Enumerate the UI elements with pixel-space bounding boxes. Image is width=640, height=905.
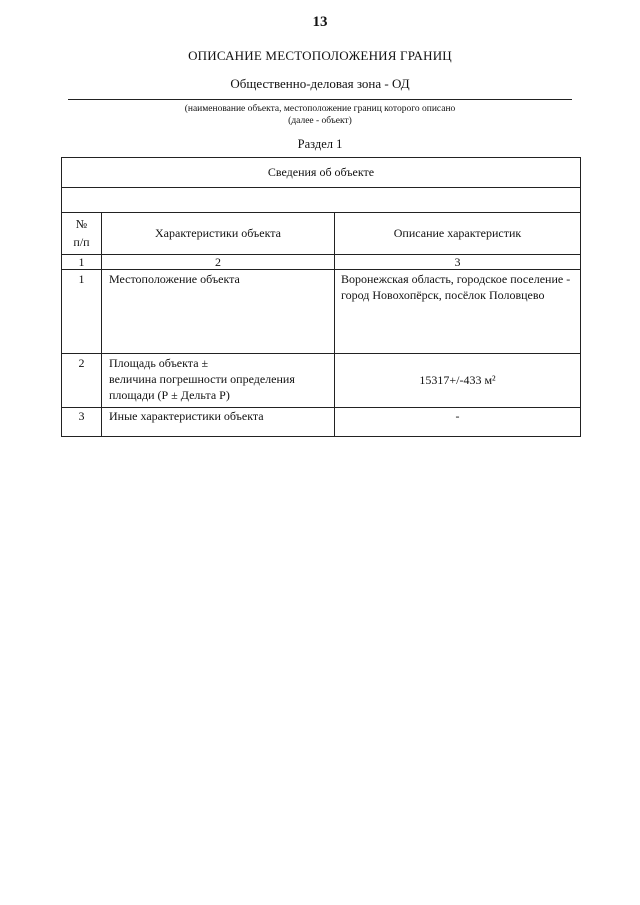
object-name-caption-line2: (далее - объект)	[288, 116, 352, 126]
object-name: Общественно-деловая зона - ОД	[230, 76, 410, 91]
row-characteristic: Иные характеристики объекта	[109, 409, 264, 423]
table-hline	[62, 212, 580, 213]
row-description: 15317+/-433 м²	[419, 373, 496, 387]
row-characteristic-line: величина погрешности определения	[109, 372, 295, 386]
row-num: 1	[78, 272, 85, 286]
table-heading: Сведения об объекте	[267, 165, 375, 179]
row-characteristic-line: Площадь объекта ±	[109, 356, 209, 370]
index-cell: 3	[454, 255, 461, 269]
object-info-table	[61, 157, 581, 437]
title-underline	[68, 99, 572, 100]
col-num-header-line1: №	[75, 217, 88, 231]
col-num-header	[62, 216, 101, 250]
page-number: 13	[312, 14, 328, 30]
table-hline	[62, 353, 580, 354]
object-name-caption-line1: (наименование объекта, местоположение границ которого описано	[184, 104, 456, 114]
row-characteristic: Местоположение объекта	[109, 272, 240, 286]
row-num: 2	[78, 356, 85, 370]
row-description: -	[455, 409, 460, 423]
col-description-header: Описание характеристик	[393, 226, 522, 240]
col-num-header-line2: п/п	[73, 235, 90, 249]
index-cell: 2	[215, 255, 221, 269]
table-hline	[62, 187, 580, 188]
document-title: ОПИСАНИЕ МЕСТОПОЛОЖЕНИЯ ГРАНИЦ	[188, 48, 452, 63]
row-characteristic	[109, 355, 333, 403]
row-description: Воронежская область, городское поселение - город Новохопёрск, посёлок Половцево	[341, 272, 571, 302]
section-label: Раздел 1	[297, 137, 343, 151]
index-cell: 1	[78, 255, 85, 269]
row-characteristic-line: площади (Р ± Дельта Р)	[109, 388, 230, 402]
col-characteristic-header: Характеристики объекта	[155, 226, 281, 240]
table-vline	[334, 212, 335, 437]
table-vline	[101, 212, 102, 437]
row-num: 3	[78, 409, 85, 423]
